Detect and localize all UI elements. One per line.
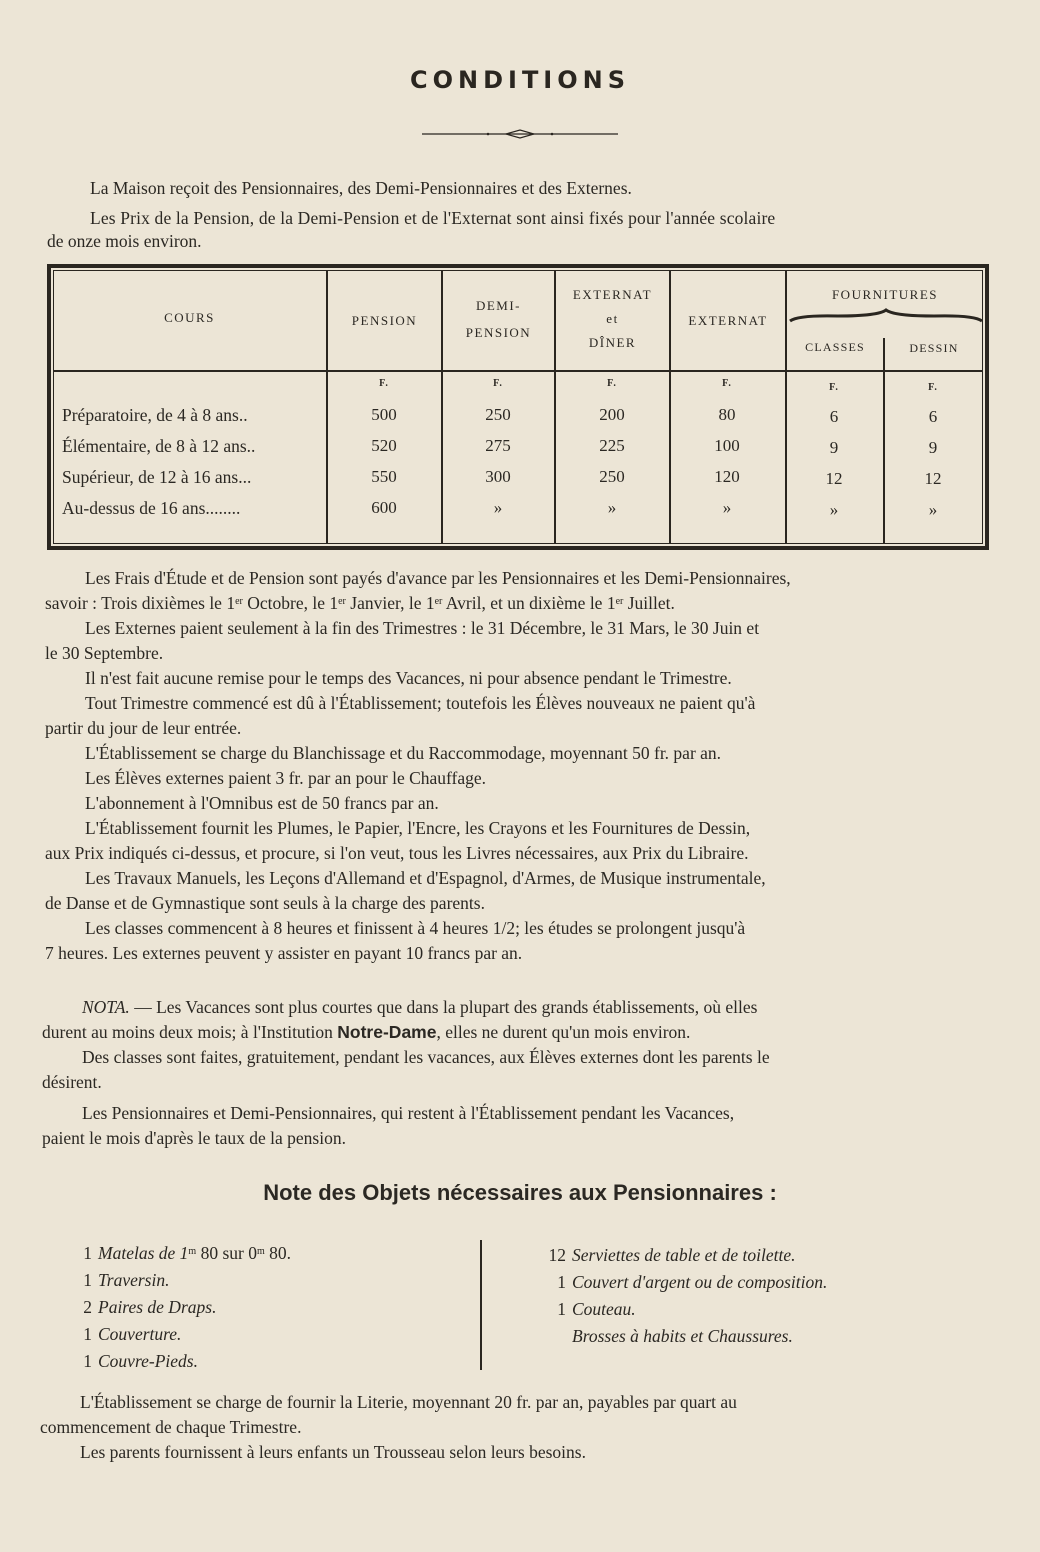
header-pension: PENSION — [351, 313, 418, 328]
closing-line-1: L'Établissement se charge de fournir la Literie, moyennant 20 fr. par an, payables par quart au — [80, 1392, 737, 1412]
objects-list-left — [70, 1240, 291, 1375]
table-cell: 12 — [825, 469, 843, 488]
p8-line-2: aux Prix indiqués ci-dessus, et procure, si l'on veut, tous les Livres nécessaires, aux Prix du Libraire. — [45, 843, 749, 863]
object-item: 2 Paires de Draps. — [83, 1297, 217, 1317]
header-fournitures: FOURNITURES — [831, 287, 939, 302]
object-item: Brosses à habits et Chaussures. — [572, 1326, 793, 1346]
objects-list-right — [544, 1242, 827, 1350]
p10-line-1: Les classes commencent à 8 heures et finissent à 4 heures 1/2; les études se prolongent jusqu'à — [85, 918, 746, 938]
p7-line: L'abonnement à l'Omnibus est de 50 francs par an. — [85, 793, 439, 813]
object-item: 1 Matelas de 1$^m$ 80 sur 0$^m$ 80. — [83, 1243, 291, 1263]
list-divider — [480, 1240, 482, 1370]
table-cell: » — [928, 500, 938, 519]
table-cell: » — [493, 498, 503, 517]
table-cell: 300 — [485, 467, 511, 486]
header-dessin: DESSIN — [909, 341, 959, 355]
p4-line-2: partir du jour de leur entrée. — [45, 718, 242, 738]
closing-paragraph — [40, 1390, 985, 1465]
unit-label: F. — [722, 378, 732, 389]
nota-line-1: NOTA. — Les Vacances sont plus courtes que dans la plupart des grands établissements, où elles — [82, 997, 758, 1017]
p12-line-1: Les Pensionnaires et Demi-Pensionnaires, qui restent à l'Établissement pendant les Vacances, — [82, 1103, 735, 1123]
header-ext-diner-2: et — [606, 311, 619, 326]
p8-line-1: L'Établissement fournit les Plumes, le Papier, l'Encre, les Crayons et les Fournitures de Dessin, — [85, 818, 751, 838]
objects-heading: Note des Objets nécessaires aux Pensionnaires : — [263, 1180, 777, 1205]
header-cours: COURS — [164, 310, 215, 325]
table-cell: » — [829, 500, 839, 519]
table-cell: 225 — [599, 436, 625, 455]
vacation-paragraph — [42, 1101, 987, 1151]
tuition-table — [47, 264, 989, 550]
table-cell: 9 — [829, 438, 839, 457]
table-cell: 6 — [928, 407, 938, 426]
row-label: Supérieur, de 12 à 16 ans... — [62, 467, 252, 487]
table-cell: 275 — [485, 436, 511, 455]
table-cell: 250 — [599, 467, 625, 486]
p11-line-2: désirent. — [42, 1072, 102, 1092]
fournitures-brace — [788, 308, 984, 324]
header-demi-2: PENSION — [465, 325, 532, 340]
header-ext-diner-3: DÎNER — [588, 335, 637, 350]
p1-line-1: Les Frais d'Étude et de Pension sont payés d'avance par les Pensionnaires et les Demi-Pensionnaires, — [85, 568, 791, 588]
table-cell: 520 — [371, 436, 397, 455]
object-item: 12 Serviettes de table et de toilette. — [548, 1245, 796, 1265]
table-cell: 9 — [928, 438, 938, 457]
p11-line-1: Des classes sont faites, gratuitement, pendant les vacances, aux Élèves externes dont les parents le — [82, 1047, 770, 1067]
p4-line-1: Tout Trimestre commencé est dû à l'Établissement; toutefois les Élèves nouveaux ne paient qu'à — [85, 693, 756, 713]
object-item: 1 Couteau. — [557, 1299, 636, 1319]
table-cell: 250 — [485, 405, 511, 424]
closing-line-2: commencement de chaque Trimestre. — [40, 1417, 302, 1437]
p10-line-2: 7 heures. Les externes peuvent y assister en payant 10 francs par an. — [45, 943, 523, 963]
table-cell: » — [722, 498, 732, 517]
p1-line-2: savoir : Trois dixièmes le 1er Octobre, le 1er Janvier, le 1er Avril, et un dixième le 1er Juillet. — [45, 593, 675, 613]
object-item: 1 Couvert d'argent ou de composition. — [557, 1272, 828, 1292]
header-demi-1: DEMI- — [475, 298, 522, 313]
p2-line-2: le 30 Septembre. — [45, 643, 164, 663]
p9-line-1: Les Travaux Manuels, les Leçons d'Allemand et d'Espagnol, d'Armes, de Musique instrumentale, — [85, 868, 766, 888]
table-cell: 600 — [371, 498, 397, 517]
unit-label: F. — [493, 378, 503, 389]
table-cell: » — [607, 498, 617, 517]
p9-line-2: de Danse et de Gymnastique sont seuls à la charge des parents. — [45, 893, 485, 913]
nota-line-2: durent au moins deux mois; à l'Institution Notre-Dame, elles ne durent qu'un mois environ. — [42, 1022, 691, 1042]
payment-paragraph — [45, 566, 990, 966]
p2-line-1: Les Externes paient seulement à la fin des Trimestres : le 31 Décembre, le 31 Mars, le 30 Juin et — [85, 618, 760, 638]
unit-label: F. — [379, 378, 389, 389]
intro-line-3: de onze mois environ. — [47, 231, 202, 251]
p12-line-2: paient le mois d'après le taux de la pension. — [42, 1128, 346, 1148]
unit-label: F. — [928, 382, 938, 393]
closing-line-3: Les parents fournissent à leurs enfants un Trousseau selon leurs besoins. — [80, 1442, 586, 1462]
header-ext-diner-1: EXTERNAT — [572, 287, 653, 302]
row-label: Élémentaire, de 8 à 12 ans.. — [62, 436, 256, 456]
header-classes: CLASSES — [805, 340, 865, 354]
table-cell: 200 — [599, 405, 625, 424]
object-item: 1 Traversin. — [83, 1270, 170, 1290]
header-externat: EXTERNAT — [688, 313, 768, 328]
object-item: 1 Couvre-Pieds. — [83, 1351, 198, 1371]
nota-paragraph — [42, 995, 987, 1095]
object-item: 1 Couverture. — [83, 1324, 182, 1344]
intro-line-2: Les Prix de la Pension, de la Demi-Pension et de l'Externat sont ainsi fixés pour l'année scolaire — [90, 208, 776, 228]
table-cell: 12 — [924, 469, 942, 488]
table-cell: 550 — [371, 467, 397, 486]
p5-line: L'Établissement se charge du Blanchissage et du Raccommodage, moyennant 50 fr. par an. — [85, 743, 722, 763]
p6-line: Les Élèves externes paient 3 fr. par an pour le Chauffage. — [85, 768, 487, 788]
title-ornament — [422, 128, 618, 140]
unit-label: F. — [829, 382, 839, 393]
table-cell: 120 — [714, 467, 740, 486]
intro-line-1: La Maison reçoit des Pensionnaires, des Demi-Pensionnaires et des Externes. — [90, 178, 632, 198]
table-cell: 80 — [718, 405, 736, 424]
unit-label: F. — [607, 378, 617, 389]
table-cell: 6 — [829, 407, 839, 426]
row-label: Au-dessus de 16 ans........ — [62, 498, 241, 518]
p3-line: Il n'est fait aucune remise pour le temps des Vacances, ni pour absence pendant le Trimestre. — [85, 668, 732, 688]
page-title: CONDITIONS — [409, 66, 631, 94]
table-cell: 500 — [371, 405, 397, 424]
row-label: Préparatoire, de 4 à 8 ans.. — [62, 405, 248, 425]
table-cell: 100 — [714, 436, 740, 455]
